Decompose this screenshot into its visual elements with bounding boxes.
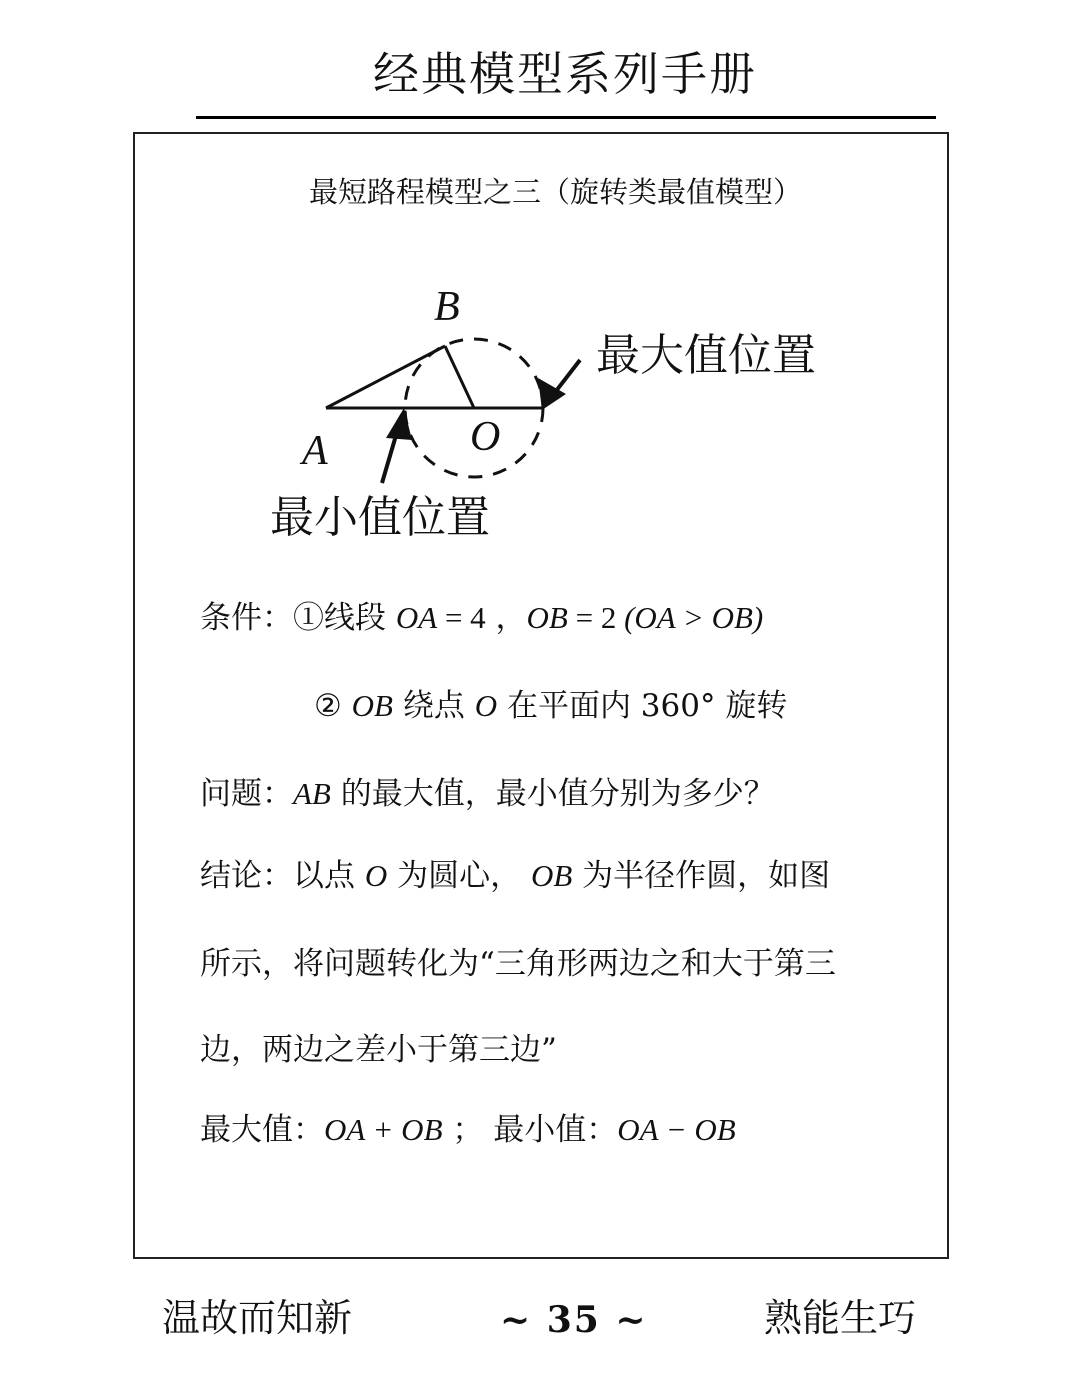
min-value-expr: OA − OB [617, 1112, 736, 1147]
conclusion-line-3: 边，两边之差小于第三边” [200, 1032, 557, 1068]
page-number: ~ 35 ~ [500, 1299, 648, 1341]
footer-right-motto: 熟能生巧 [764, 1296, 917, 1340]
min-value-label: 最小值： [493, 1112, 618, 1148]
result-separator: ； [442, 1112, 484, 1148]
footer-left-motto: 温故而知新 [162, 1296, 353, 1340]
condition-2-point: O [474, 688, 498, 723]
question-segment: AB [293, 776, 331, 811]
label-o: O [470, 414, 501, 460]
condition-line-1 [200, 594, 763, 642]
conclusion-line-2: 所示，将问题转化为“三角形两边之和大于第三 [200, 946, 836, 982]
label-b: B [434, 284, 460, 330]
condition-1-prefix: ①线段 [293, 600, 396, 636]
conclusion-label: 结论： [200, 858, 293, 894]
question-label: 问题： [200, 776, 293, 812]
condition-2-rest: 在平面内 360° 旋转 [497, 688, 788, 724]
question-text: 的最大值，最小值分别为多少？ [330, 776, 775, 812]
condition-2-segment: OB [351, 688, 393, 723]
segment-oa: OA [395, 600, 438, 635]
conclusion-text-c: 为半径作圆，如图 [572, 858, 831, 894]
label-a: A [302, 428, 328, 474]
max-arrow-icon [538, 360, 580, 410]
conclusion-line-1 [200, 852, 830, 900]
condition-2-mid: 绕点 [392, 688, 475, 724]
condition-separator: ， [485, 600, 527, 636]
max-position-label: 最大值位置 [596, 330, 816, 381]
result-line [200, 1106, 736, 1154]
conclusion-segment: OB [530, 858, 573, 893]
max-value-label: 最大值： [200, 1112, 324, 1148]
condition-label: 条件： [200, 600, 293, 636]
conclusion-point: O [364, 858, 388, 893]
ob-value: = 2 [567, 600, 617, 635]
section-title: 最短路程模型之三（旋转类最值模型） [308, 175, 802, 209]
header-rule [196, 116, 936, 119]
oa-greater-ob: (OA > OB) [616, 600, 764, 635]
conclusion-text-a: 以点 [293, 858, 365, 894]
condition-line-2 [314, 682, 787, 730]
condition-2-prefix: ② [314, 688, 352, 724]
question-line [200, 770, 775, 818]
min-position-label: 最小值位置 [270, 492, 490, 543]
segment-ob: OB [526, 600, 568, 635]
conclusion-text-b: 为圆心， [387, 858, 531, 894]
oa-value: = 4 [437, 600, 486, 635]
segment-bo [445, 346, 474, 408]
segment-ab [326, 346, 445, 408]
rotation-diagram [240, 270, 880, 560]
max-value-expr: OA + OB [324, 1112, 443, 1147]
header-title: 经典模型系列手册 [373, 47, 757, 101]
min-arrow-icon [382, 408, 412, 483]
